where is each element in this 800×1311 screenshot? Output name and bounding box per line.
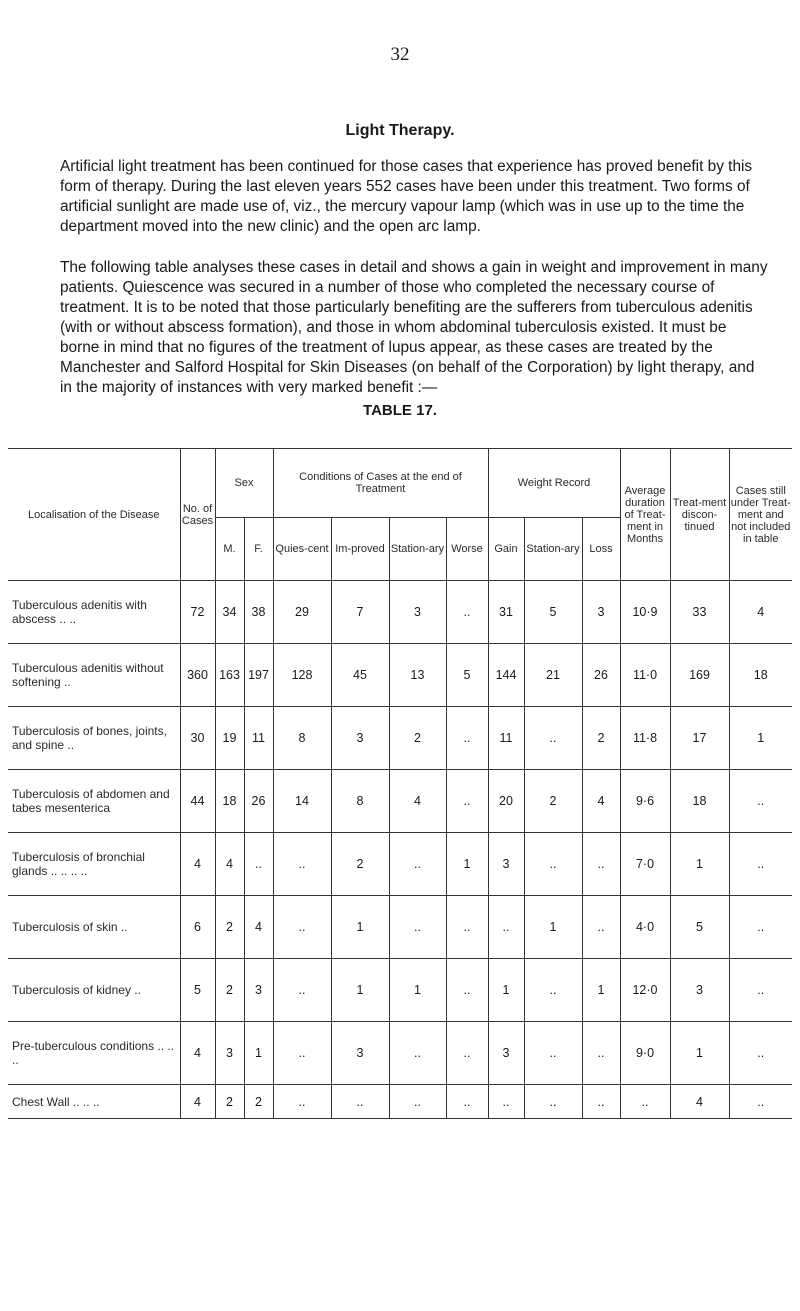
cell-loss: 26 — [582, 644, 620, 707]
header-worse: Worse — [446, 518, 488, 581]
cell-f: 1 — [244, 1022, 273, 1085]
cell-average-duration: 7·0 — [620, 833, 670, 896]
cell-average-duration: 4·0 — [620, 896, 670, 959]
cell-average-duration: .. — [620, 1085, 670, 1119]
cell-improved: 1 — [331, 896, 389, 959]
cell-improved: 45 — [331, 644, 389, 707]
cell-discontinued: 1 — [670, 1022, 729, 1085]
cell-cases: 6 — [180, 896, 215, 959]
cell-improved: 7 — [331, 581, 389, 644]
cell-still-under: .. — [729, 959, 792, 1022]
table-row — [8, 896, 792, 959]
cell-quiescent: 29 — [273, 581, 331, 644]
analysis-paragraph: The following table analyses these cases in detail and shows a gain in weight and improvement in many patients. Quiescence was secured in a number of those who completed the necessary course of treatment. It is to be noted that those particularly benefiting are the sufferers from tuberculous adenitis (with or without abscess formation), and those in whom abdominal tuberculosis existed. It must be borne in mind that no figures of the treatment of lupus appear, as these cases are treated by the Manchester and Salford Hospital for Skin Diseases (on behalf of the Corporation) by light therapy, and in the majority of instances with very marked benefit :— — [60, 259, 768, 396]
table-row — [8, 581, 792, 644]
cell-m: 163 — [215, 644, 244, 707]
table-row — [8, 707, 792, 770]
cell-weight-stationary: 1 — [524, 896, 582, 959]
cell-f: 38 — [244, 581, 273, 644]
cell-f: .. — [244, 833, 273, 896]
cell-cases: 4 — [180, 833, 215, 896]
cell-discontinued: 17 — [670, 707, 729, 770]
cell-quiescent: .. — [273, 959, 331, 1022]
header-stationary: Station-ary — [389, 518, 446, 581]
cell-average-duration: 10·9 — [620, 581, 670, 644]
cell-cases: 5 — [180, 959, 215, 1022]
cell-gain: .. — [488, 896, 524, 959]
table-row — [8, 1085, 792, 1119]
cell-f: 197 — [244, 644, 273, 707]
cell-discontinued: 18 — [670, 770, 729, 833]
cell-worse: .. — [446, 581, 488, 644]
cell-average-duration: 11·8 — [620, 707, 670, 770]
cell-quiescent: 8 — [273, 707, 331, 770]
cell-loss: 3 — [582, 581, 620, 644]
cell-average-duration: 9·6 — [620, 770, 670, 833]
cell-cases: 360 — [180, 644, 215, 707]
cell-worse: .. — [446, 770, 488, 833]
cell-still-under: .. — [729, 1085, 792, 1119]
cell-still-under: 4 — [729, 581, 792, 644]
cell-cases: 4 — [180, 1022, 215, 1085]
cell-loss: .. — [582, 833, 620, 896]
cell-worse: .. — [446, 707, 488, 770]
cell-gain: 1 — [488, 959, 524, 1022]
cell-still-under: .. — [729, 1022, 792, 1085]
cell-improved: 2 — [331, 833, 389, 896]
row-localisation: Pre-tuberculous conditions .. .. .. — [8, 1022, 180, 1085]
cell-worse: .. — [446, 1085, 488, 1119]
cell-weight-stationary: 5 — [524, 581, 582, 644]
cell-improved: 3 — [331, 1022, 389, 1085]
row-localisation: Tuberculosis of kidney .. — [8, 959, 180, 1022]
section-heading: Light Therapy. — [345, 122, 455, 139]
cell-quiescent: .. — [273, 1085, 331, 1119]
cell-stationary: .. — [389, 1085, 446, 1119]
row-localisation: Tuberculosis of bones, joints, and spine .. — [8, 707, 180, 770]
cell-m: 2 — [215, 959, 244, 1022]
cell-m: 2 — [215, 896, 244, 959]
header-improved: Im-proved — [331, 518, 389, 581]
table-title: TABLE 17. — [363, 402, 437, 419]
cell-quiescent: .. — [273, 833, 331, 896]
cell-weight-stationary: .. — [524, 1022, 582, 1085]
cell-stationary: 4 — [389, 770, 446, 833]
cell-m: 4 — [215, 833, 244, 896]
cell-weight-stationary: .. — [524, 959, 582, 1022]
cell-loss: 4 — [582, 770, 620, 833]
cell-m: 18 — [215, 770, 244, 833]
cell-gain: 20 — [488, 770, 524, 833]
cell-discontinued: 3 — [670, 959, 729, 1022]
cell-worse: .. — [446, 1022, 488, 1085]
header-weight-record: Weight Record — [488, 449, 620, 518]
cell-gain: 31 — [488, 581, 524, 644]
cell-discontinued: 1 — [670, 833, 729, 896]
header-weight-stationary: Station-ary — [524, 518, 582, 581]
cell-loss: 2 — [582, 707, 620, 770]
cell-improved: .. — [331, 1085, 389, 1119]
table-row — [8, 770, 792, 833]
cell-f: 11 — [244, 707, 273, 770]
cell-still-under: .. — [729, 833, 792, 896]
cell-still-under: 1 — [729, 707, 792, 770]
cell-gain: 144 — [488, 644, 524, 707]
cell-stationary: .. — [389, 1022, 446, 1085]
cell-stationary: .. — [389, 833, 446, 896]
cell-discontinued: 4 — [670, 1085, 729, 1119]
cell-stationary: 3 — [389, 581, 446, 644]
cell-f: 26 — [244, 770, 273, 833]
header-no-of-cases: No. of Cases — [180, 449, 215, 581]
page-number: 32 — [390, 44, 410, 65]
cell-average-duration: 9·0 — [620, 1022, 670, 1085]
cell-improved: 3 — [331, 707, 389, 770]
cell-loss: .. — [582, 896, 620, 959]
cell-worse: .. — [446, 959, 488, 1022]
cell-stationary: 2 — [389, 707, 446, 770]
cell-stationary: .. — [389, 896, 446, 959]
cell-still-under: .. — [729, 770, 792, 833]
cell-loss: 1 — [582, 959, 620, 1022]
header-conditions: Conditions of Cases at the end of Treatment — [273, 449, 488, 518]
table-row — [8, 1022, 792, 1085]
cell-stationary: 1 — [389, 959, 446, 1022]
cell-f: 2 — [244, 1085, 273, 1119]
cell-f: 3 — [244, 959, 273, 1022]
row-localisation: Tuberculosis of bronchial glands .. .. .. .. — [8, 833, 180, 896]
cell-cases: 44 — [180, 770, 215, 833]
header-loss: Loss — [582, 518, 620, 581]
header-treatment-discontinued: Treat-ment discon-tinued — [670, 449, 729, 581]
cell-weight-stationary: .. — [524, 833, 582, 896]
header-sex-f: F. — [244, 518, 273, 581]
cell-m: 2 — [215, 1085, 244, 1119]
cell-quiescent: .. — [273, 896, 331, 959]
table-row — [8, 833, 792, 896]
row-localisation: Tuberculosis of abdomen and tabes mesenterica — [8, 770, 180, 833]
cell-still-under: 18 — [729, 644, 792, 707]
row-localisation: Tuberculosis of skin .. — [8, 896, 180, 959]
cell-gain: 3 — [488, 833, 524, 896]
cell-weight-stationary: 2 — [524, 770, 582, 833]
cell-cases: 72 — [180, 581, 215, 644]
cell-gain: .. — [488, 1085, 524, 1119]
header-average-duration: Average duration of Treat-ment in Months — [620, 449, 670, 581]
cell-weight-stationary: 21 — [524, 644, 582, 707]
cell-quiescent: 128 — [273, 644, 331, 707]
cell-weight-stationary: .. — [524, 707, 582, 770]
cell-worse: 5 — [446, 644, 488, 707]
cell-average-duration: 11·0 — [620, 644, 670, 707]
cell-still-under: .. — [729, 896, 792, 959]
cell-weight-stationary: .. — [524, 1085, 582, 1119]
cell-loss: .. — [582, 1085, 620, 1119]
header-sex-m: M. — [215, 518, 244, 581]
cell-f: 4 — [244, 896, 273, 959]
cell-m: 19 — [215, 707, 244, 770]
cell-cases: 4 — [180, 1085, 215, 1119]
table-row — [8, 644, 792, 707]
row-localisation: Tuberculous adenitis with abscess .. .. — [8, 581, 180, 644]
row-localisation: Chest Wall .. .. .. — [8, 1085, 180, 1119]
header-still-under-treatment: Cases still under Treat-ment and not included in table — [729, 449, 792, 581]
cell-discontinued: 33 — [670, 581, 729, 644]
cell-worse: 1 — [446, 833, 488, 896]
cell-quiescent: 14 — [273, 770, 331, 833]
intro-paragraph: Artificial light treatment has been continued for those cases that experience has proved benefit by this form of therapy. During the last eleven years 552 cases have been under this treatment. Two forms of artificial sunlight are made use of, viz., the mercury vapour lamp (which was in use up to the time the department moved into the new clinic) and the open arc lamp. — [60, 158, 753, 235]
cell-loss: .. — [582, 1022, 620, 1085]
cell-discontinued: 169 — [670, 644, 729, 707]
cell-discontinued: 5 — [670, 896, 729, 959]
cell-m: 34 — [215, 581, 244, 644]
header-quiescent: Quies-cent — [273, 518, 331, 581]
cell-m: 3 — [215, 1022, 244, 1085]
header-sex: Sex — [215, 449, 273, 518]
cell-worse: .. — [446, 896, 488, 959]
row-localisation: Tuberculous adenitis without softening .. — [8, 644, 180, 707]
header-localisation: Localisation of the Disease — [8, 449, 180, 581]
cell-gain: 3 — [488, 1022, 524, 1085]
cell-quiescent: .. — [273, 1022, 331, 1085]
cell-cases: 30 — [180, 707, 215, 770]
cell-average-duration: 12·0 — [620, 959, 670, 1022]
table-row — [8, 959, 792, 1022]
light-therapy-table — [8, 448, 792, 1119]
cell-gain: 11 — [488, 707, 524, 770]
cell-stationary: 13 — [389, 644, 446, 707]
cell-improved: 8 — [331, 770, 389, 833]
cell-improved: 1 — [331, 959, 389, 1022]
header-gain: Gain — [488, 518, 524, 581]
